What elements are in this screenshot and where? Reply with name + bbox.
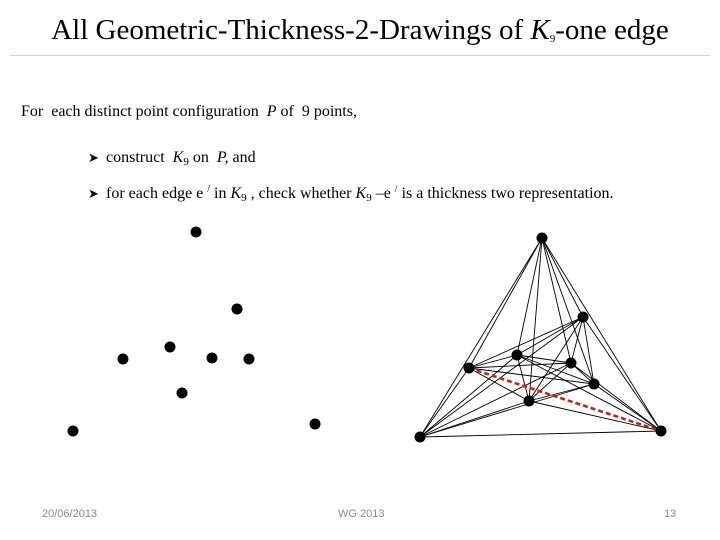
footer-date: 20/06/2013 xyxy=(42,508,98,520)
graph-vertex xyxy=(512,350,523,361)
graph-edge xyxy=(583,317,594,384)
title-prefix: All Geometric-Thickness-2-Drawings of xyxy=(51,14,531,46)
graph-edge xyxy=(420,368,469,437)
bullet2-k1: K xyxy=(230,185,242,202)
graph-edge xyxy=(420,384,594,437)
graph-vertices xyxy=(415,233,667,443)
title-k: K xyxy=(530,14,550,46)
bullet2-k2-subscript: 9 xyxy=(366,192,372,204)
configuration-point xyxy=(191,227,202,238)
graph-vertex xyxy=(415,432,426,443)
bullet2-mid1: in xyxy=(210,185,231,202)
graph-vertex xyxy=(464,363,475,374)
bullet2-suffix: is a thickness two representation. xyxy=(397,185,614,202)
graph-edge xyxy=(517,317,583,355)
graph-edge xyxy=(517,355,661,431)
graph-edge xyxy=(469,238,542,368)
point-configuration xyxy=(68,227,321,437)
intro-prefix: For each distinct point configuration xyxy=(21,103,267,120)
title-suffix: -one edge xyxy=(555,14,669,46)
bullet2-mid3: –e xyxy=(371,185,395,202)
configuration-point xyxy=(118,354,129,365)
configuration-point xyxy=(165,342,176,353)
graph-vertex xyxy=(524,396,535,407)
bullet1-k: K xyxy=(172,149,184,166)
configuration-point xyxy=(68,426,79,437)
graph-edge xyxy=(420,401,529,437)
configuration-point xyxy=(244,354,255,365)
bullet2-prime-1: / xyxy=(207,184,211,195)
graph-edge xyxy=(469,368,529,401)
graph-vertex xyxy=(656,426,667,437)
bullet1-mid: on xyxy=(188,149,217,166)
footer-conference: WG 2013 xyxy=(338,508,385,520)
bullet2-mid2: , check whether xyxy=(246,185,356,202)
bullet1-point-set: P, xyxy=(216,149,229,166)
configuration-point xyxy=(232,304,243,315)
configuration-point xyxy=(207,353,218,364)
configuration-point xyxy=(177,388,188,399)
bullet2-prime-2: / xyxy=(394,184,398,195)
bullet2-k1-subscript: 9 xyxy=(241,192,247,204)
graph-edge xyxy=(517,355,529,401)
configuration-point xyxy=(310,419,321,430)
graph-edge xyxy=(420,431,661,437)
graph-edge xyxy=(583,317,661,431)
arrow-bullet-icon: ➤ xyxy=(88,187,99,202)
bullet2-prefix: for each edge e xyxy=(106,185,208,202)
graph-edge xyxy=(542,238,583,317)
bullet1-k-subscript: 9 xyxy=(183,156,189,168)
arrow-bullet-icon: ➤ xyxy=(88,151,99,166)
intro-point-set: P xyxy=(266,103,277,120)
bullet2-k2: K xyxy=(355,185,367,202)
graph-edge xyxy=(594,384,661,431)
graph-vertex xyxy=(537,233,548,244)
title-k-subscript: 9 xyxy=(549,33,556,45)
graph-vertex xyxy=(566,358,577,369)
intro-suffix: of 9 points, xyxy=(276,103,357,120)
bullet1-suffix: and xyxy=(228,149,256,166)
graph-vertex xyxy=(578,312,589,323)
graph-edge xyxy=(529,317,583,401)
bullet1-prefix: construct xyxy=(106,149,173,166)
removed-edge-group xyxy=(469,368,661,431)
footer-page-number: 13 xyxy=(664,508,677,520)
removed-edge xyxy=(469,368,661,431)
graph-vertex xyxy=(589,379,600,390)
graph-edges xyxy=(420,238,661,437)
